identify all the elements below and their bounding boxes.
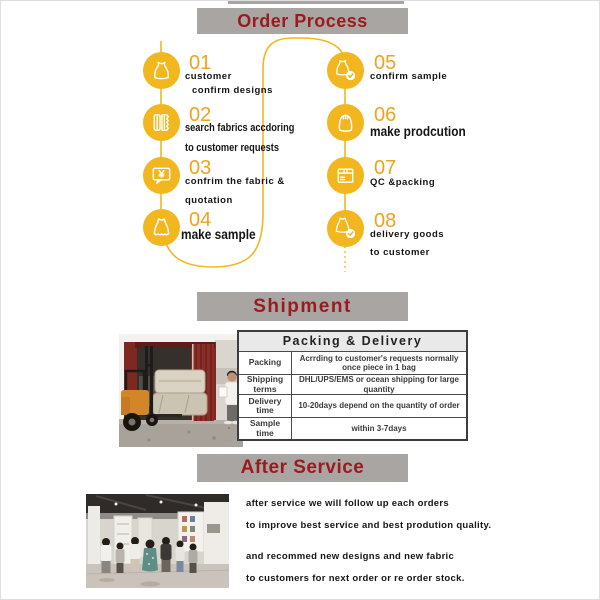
- dress-check-icon: [334, 59, 357, 82]
- step-circle-06: [327, 104, 364, 141]
- step-number: 02: [189, 104, 212, 126]
- step-label: to customer: [370, 247, 430, 258]
- table-row-value: Acrrding to customer's requests normally once piece in 1 bag: [291, 352, 466, 375]
- step-circle-03: [143, 157, 180, 194]
- table-row-value: 10-20days depend on the quantity of order: [291, 395, 466, 418]
- dress-check-icon: [334, 217, 357, 240]
- step-label: confirm sample: [370, 71, 448, 82]
- step-label: confirm designs: [192, 85, 273, 96]
- table-row-value: within 3-7days: [291, 418, 466, 439]
- showroom-customers-photo: [86, 494, 229, 588]
- step-number: 03: [189, 157, 212, 179]
- step-number: 01: [189, 52, 212, 74]
- step-circle-07: [327, 157, 364, 194]
- dress-icon: [150, 216, 173, 239]
- step-number: 08: [374, 210, 397, 232]
- after-service-line: to customers for next order or re order stock.: [246, 573, 465, 584]
- step-number: 06: [374, 104, 397, 126]
- step-label: search fabrics accdoring: [185, 122, 295, 134]
- table-row-label: Packing: [239, 352, 291, 375]
- table-header: Packing & Delivery: [239, 332, 466, 352]
- after-service-text: [246, 493, 492, 590]
- after-service-line: to improve best service and best prodution quality.: [246, 520, 492, 531]
- process-connector-line: [1, 1, 599, 291]
- step-circle-01: [143, 52, 180, 89]
- shipment-header: [197, 292, 408, 321]
- step-label: to customer requests: [185, 142, 279, 154]
- package-icon: [334, 164, 357, 187]
- step-label: delivery goods: [370, 229, 445, 240]
- price-quote-icon: [150, 164, 173, 187]
- step-label: make prodcution: [370, 124, 466, 139]
- step-label: make sample: [181, 227, 256, 242]
- after-service-line: and recommed new designs and new fabric: [246, 551, 455, 562]
- after-service-header: [197, 454, 408, 482]
- step-number: 05: [374, 52, 397, 74]
- step-label: confrim the fabric &: [185, 176, 285, 187]
- container-loading-photo: [119, 334, 243, 447]
- step-circle-05: [327, 52, 364, 89]
- after-service-title: After Service: [240, 457, 365, 478]
- step-circle-08: [327, 210, 364, 247]
- step-label: QC &packing: [370, 177, 436, 188]
- step-label: quotation: [185, 195, 233, 206]
- garment-icon: [334, 111, 357, 134]
- order-process-title: Order Process: [237, 10, 368, 31]
- step-circle-04: [143, 209, 180, 246]
- table-row-label: Shipping terms: [239, 375, 291, 395]
- step-number: 07: [374, 157, 397, 179]
- table-row-label: Delivery time: [239, 395, 291, 418]
- dress-icon: [150, 59, 173, 82]
- step-number: 04: [189, 209, 212, 231]
- step-label: customer: [185, 71, 232, 82]
- shipment-title: Shipment: [253, 295, 352, 317]
- packing-delivery-table: [237, 330, 468, 441]
- previous-section-bar-partial: [228, 1, 404, 4]
- table-row-value: DHL/UPS/EMS or ocean shipping for large quantity: [291, 375, 466, 395]
- order-process-header: [197, 8, 408, 34]
- fabric-rolls-icon: [150, 111, 173, 134]
- table-row-label: Sample time: [249, 418, 281, 438]
- after-service-line: after service we will follow up each orders: [246, 498, 449, 509]
- step-circle-02: [143, 104, 180, 141]
